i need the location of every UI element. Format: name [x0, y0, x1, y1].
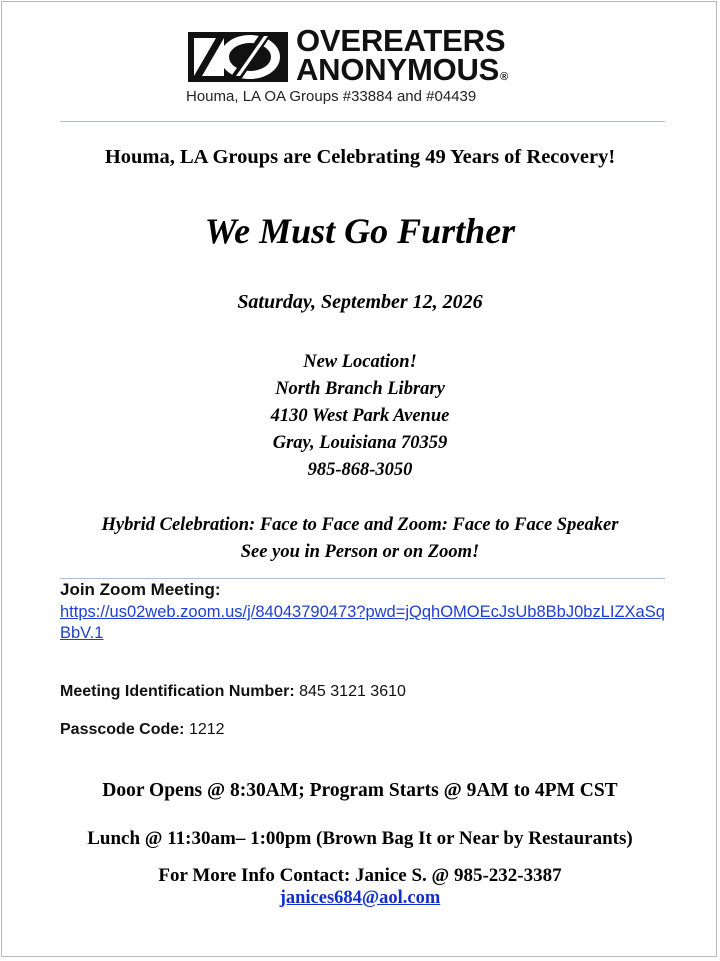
registered-mark: ®: [500, 71, 509, 83]
hybrid-line: See you in Person or on Zoom!: [240, 542, 480, 562]
logo-line-2: ANONYMOUS: [296, 52, 500, 87]
logo-line-1: OVEREATERS: [296, 23, 506, 58]
location-line: 4130 West Park Avenue: [270, 406, 450, 426]
oa-logo-mark-icon: [186, 30, 290, 84]
celebration-heading: Houma, LA Groups are Celebrating 49 Years of Recovery!: [104, 146, 616, 168]
contact-email-row: [2, 888, 718, 909]
location-block: [2, 349, 718, 484]
event-date: Saturday, September 12, 2026: [237, 291, 483, 313]
passcode-row: [60, 721, 225, 739]
contact-email-link[interactable]: janices684@aol.com: [279, 888, 441, 908]
zoom-meeting-link[interactable]: https://us02web.zoom.us/j/84043790473?pwd=jQqhOMOEcJsUb8BbJ0bzLIZXaSqBbV.1: [60, 603, 665, 642]
flyer-page: [1, 1, 717, 957]
location-line: North Branch Library: [275, 379, 445, 399]
contact-info: For More Info Contact: Janice S. @ 985-232-3387: [158, 865, 562, 886]
meeting-id-row: [60, 683, 406, 701]
join-zoom-label: Join Zoom Meeting:: [60, 580, 221, 599]
hybrid-note: [2, 512, 718, 566]
door-times: Door Opens @ 8:30AM; Program Starts @ 9AM to 4PM CST: [102, 780, 618, 801]
passcode-label: Passcode Code:: [60, 721, 185, 738]
theme-title: We Must Go Further: [204, 211, 516, 251]
location-line: New Location!: [303, 352, 417, 372]
group-ids: Houma, LA OA Groups #33884 and #04439: [186, 88, 477, 105]
header-divider: [60, 121, 665, 122]
hybrid-line: Hybrid Celebration: Face to Face and Zoom: Face to Face Speaker: [101, 515, 619, 535]
location-line: Gray, Louisiana 70359: [272, 433, 448, 453]
lunch-times: Lunch @ 11:30am– 1:00pm (Brown Bag It or Near by Restaurants): [87, 828, 633, 849]
logo-wordmark: [296, 23, 509, 92]
meeting-id-value: 845 3121 3610: [299, 683, 406, 700]
meeting-id-label: Meeting Identification Number:: [60, 683, 295, 700]
passcode-value: 1212: [188, 721, 225, 738]
zoom-divider: [60, 578, 665, 579]
location-phone: 985-868-3050: [307, 460, 413, 480]
